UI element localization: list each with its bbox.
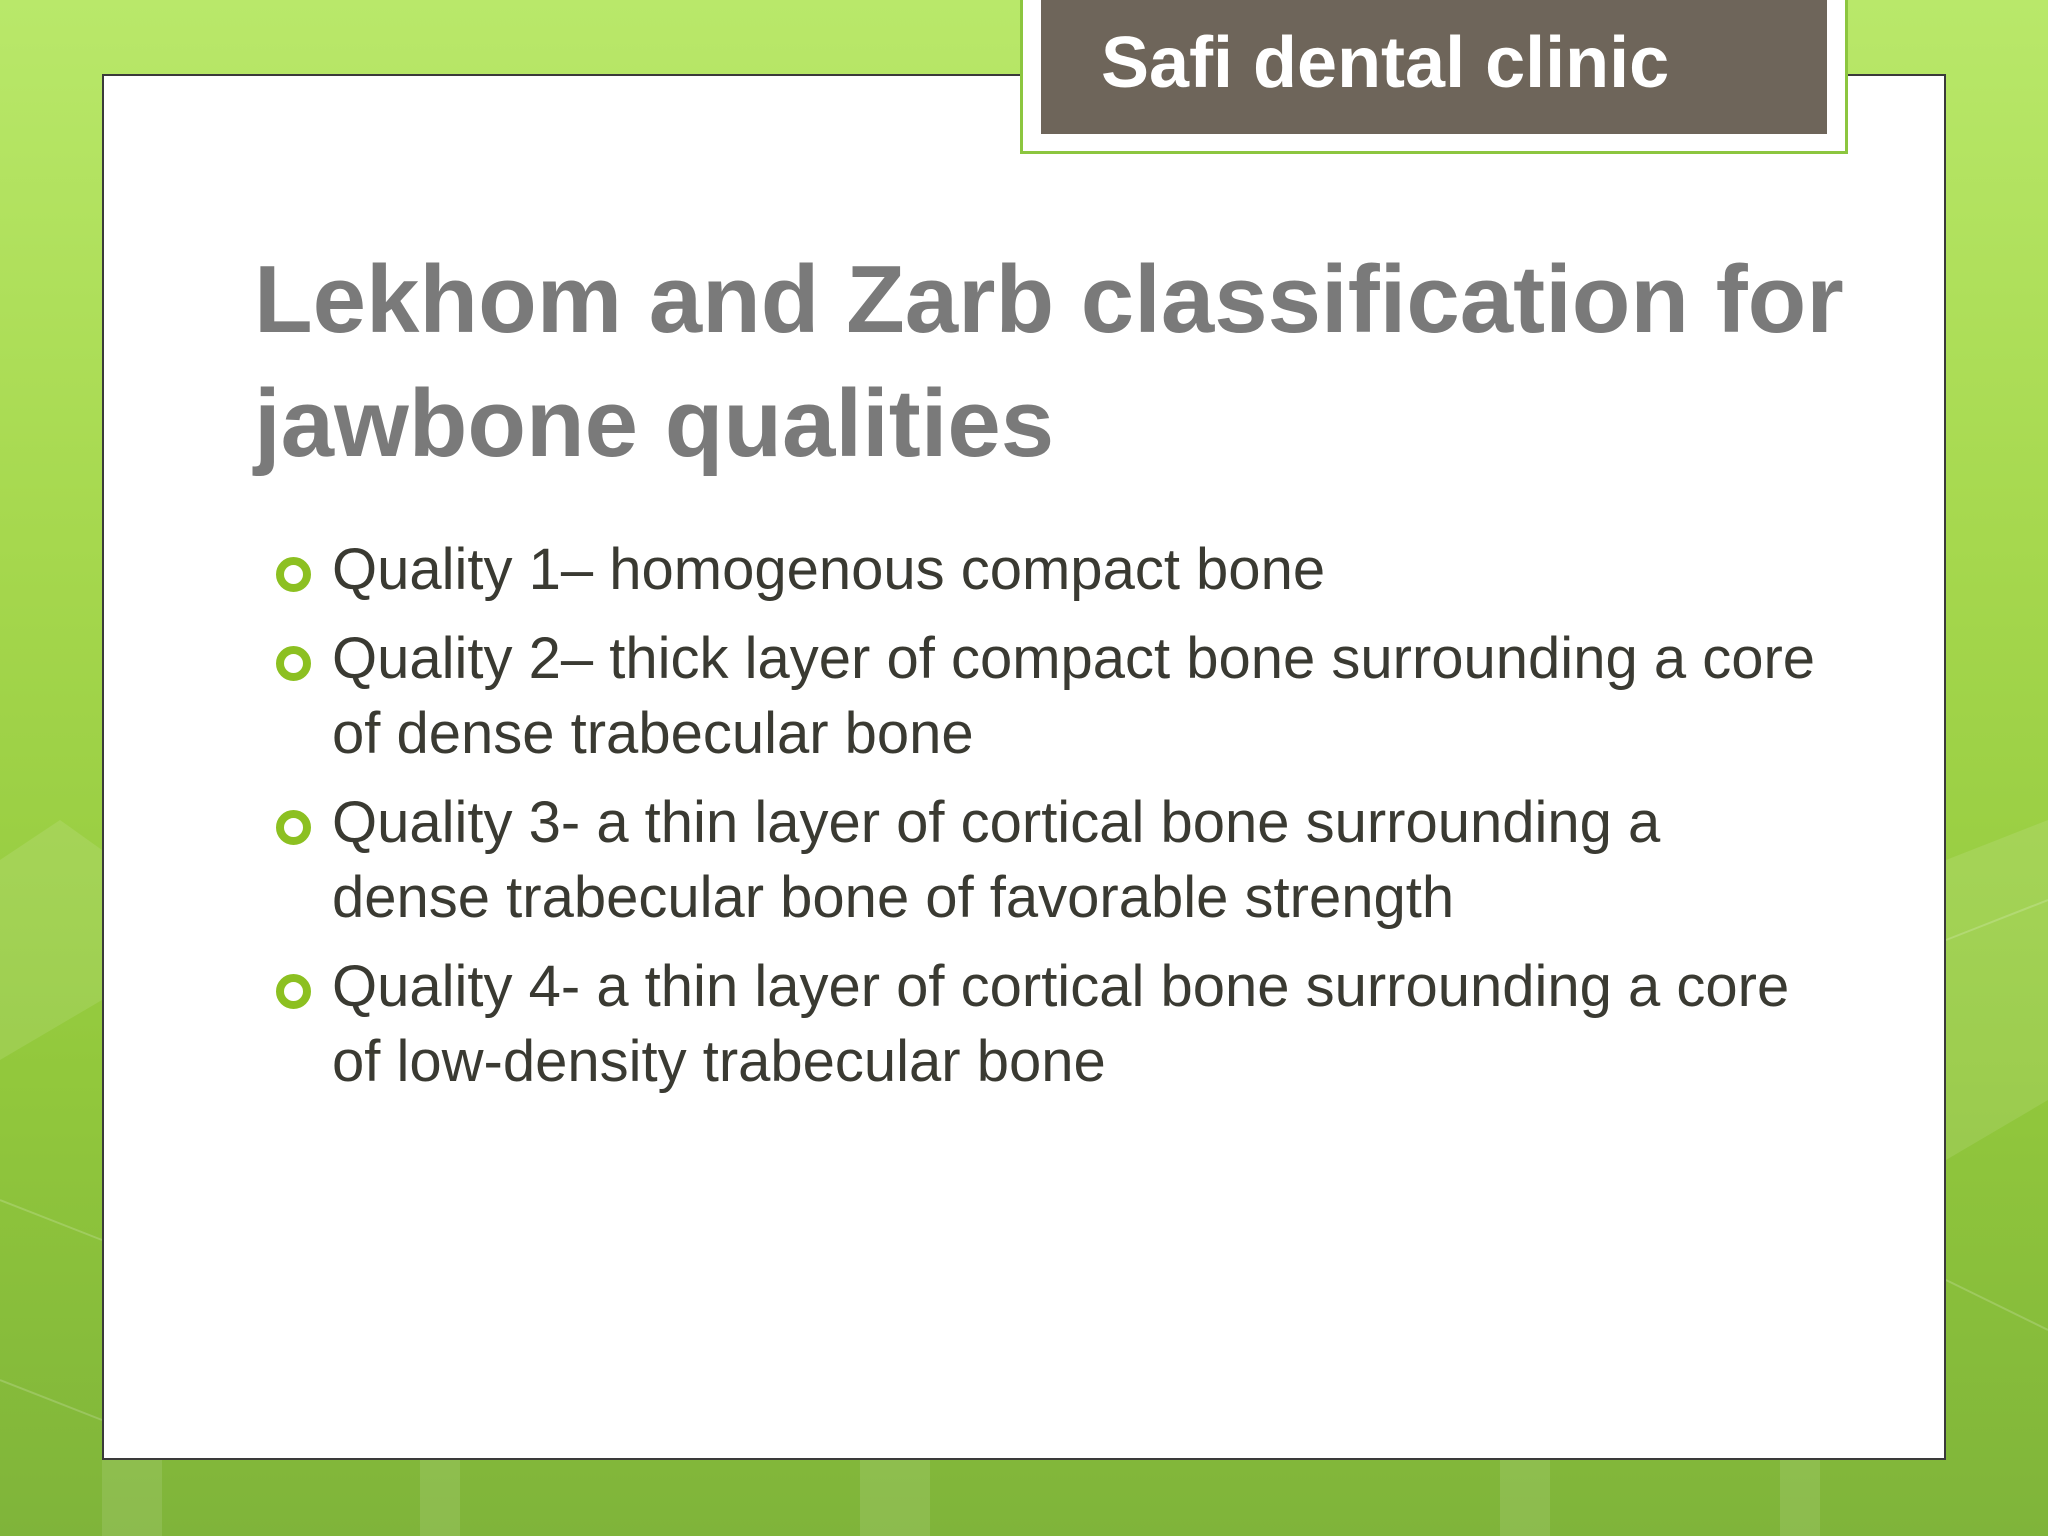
bullet-text: Quality 1– homogenous compact bone bbox=[332, 537, 1326, 602]
bullet-item-quality-4 bbox=[274, 949, 1834, 1099]
clinic-name-label: Safi dental clinic bbox=[1101, 23, 1670, 103]
ring-bullet-icon bbox=[276, 557, 311, 592]
bullet-text: Quality 2– thick layer of compact bone surrounding a core of dense trabecular bone bbox=[332, 626, 1816, 766]
header-tab bbox=[1020, 0, 1848, 154]
bullet-item-quality-3 bbox=[274, 785, 1834, 935]
bullet-item-quality-2 bbox=[274, 621, 1834, 771]
slide-title: Lekhom and Zarb classification for jawbone qualities bbox=[254, 246, 1844, 477]
header-tab-fill bbox=[1041, 0, 1827, 134]
bullet-list bbox=[274, 532, 1834, 1113]
bullet-item-quality-1 bbox=[274, 532, 1834, 607]
ring-bullet-icon bbox=[276, 974, 311, 1009]
ring-bullet-icon bbox=[276, 646, 311, 681]
bullet-text: Quality 4- a thin layer of cortical bone surrounding a core of low-density trabecular bone bbox=[332, 954, 1790, 1094]
ring-bullet-icon bbox=[276, 810, 311, 845]
bullet-text: Quality 3- a thin layer of cortical bone surrounding a dense trabecular bone of favorable strength bbox=[332, 790, 1661, 930]
